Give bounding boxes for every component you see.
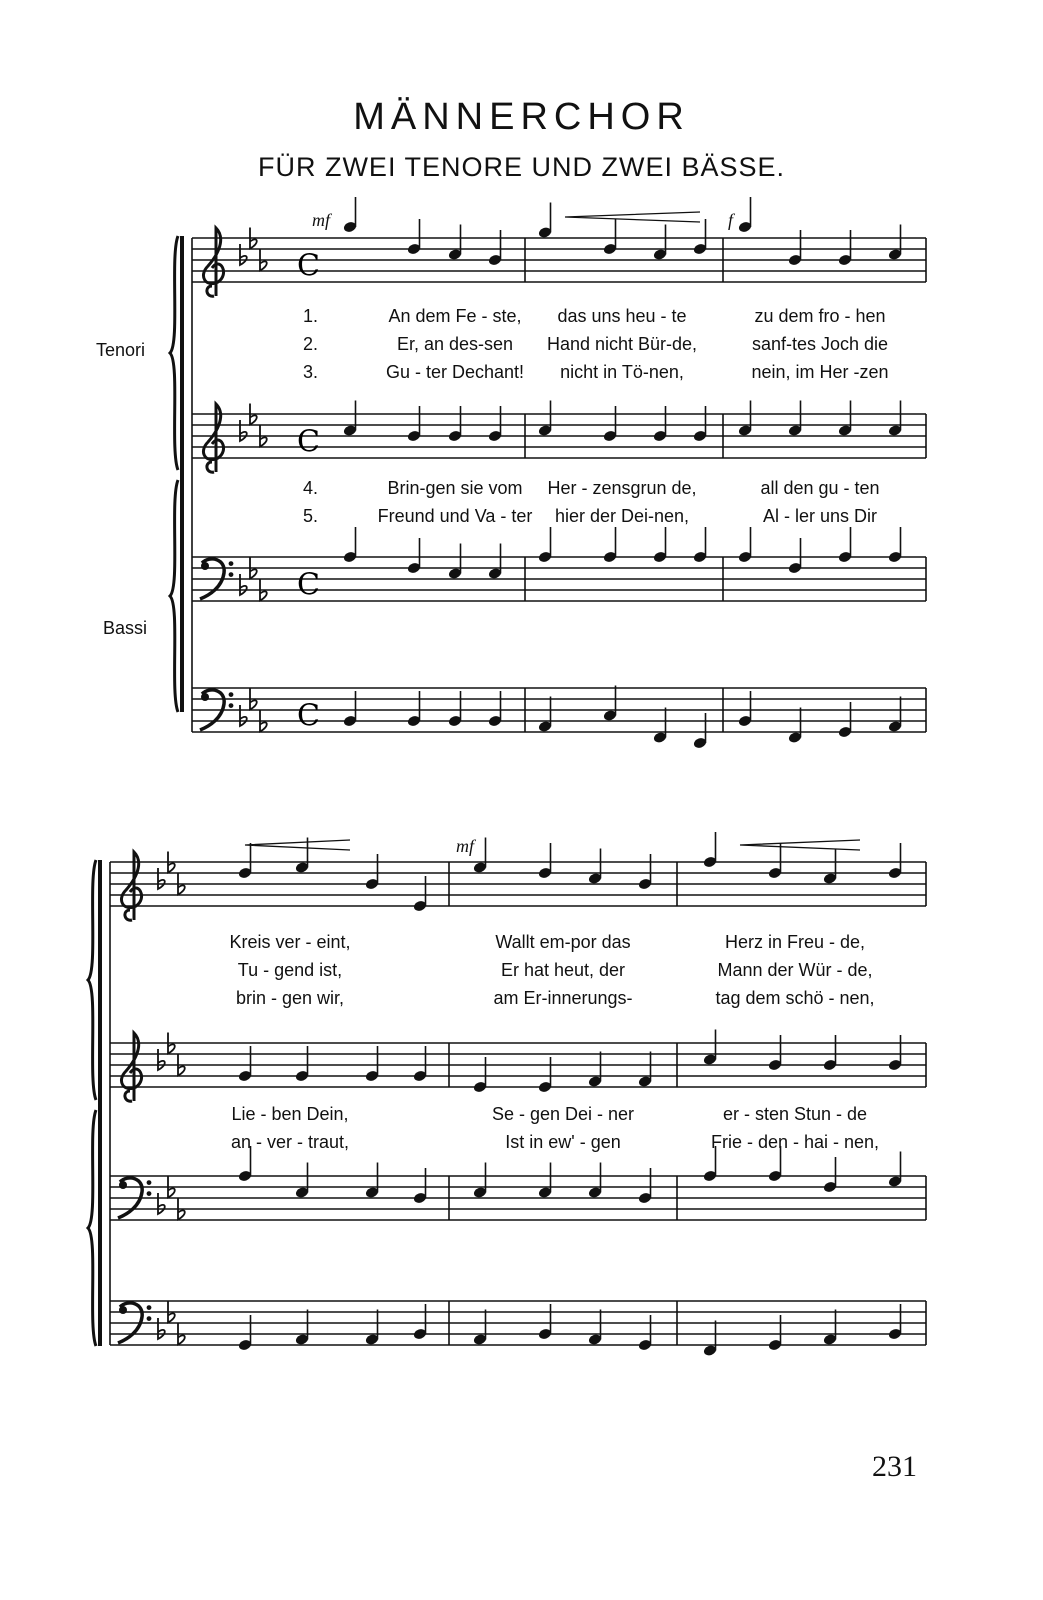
lyric-text: Lie - ben Dein, <box>231 1104 349 1124</box>
note <box>888 527 903 563</box>
lyric-text: Wallt em-por das <box>495 932 631 952</box>
note <box>473 1310 488 1346</box>
note <box>488 544 503 580</box>
note <box>888 401 903 437</box>
staff <box>110 862 926 906</box>
note <box>365 1163 380 1199</box>
staff-brace <box>170 236 178 470</box>
note <box>738 527 753 563</box>
note <box>365 1310 380 1346</box>
lyric-text: An dem Fe - ste, <box>388 306 522 326</box>
note <box>788 401 803 437</box>
dynamic-marking: f <box>728 210 734 230</box>
time-signature: C <box>297 567 320 603</box>
flat-sign <box>240 420 247 441</box>
lyric-text: sanf-tes Joch die <box>751 334 889 354</box>
verse-number: 3. <box>303 362 319 382</box>
staff-brace <box>88 860 96 1100</box>
time-signature: C <box>297 424 320 460</box>
lyric-text: Er, an des-sen <box>396 334 514 354</box>
staff <box>110 1301 926 1345</box>
lyric-text: Hand nicht Bür-de, <box>546 334 698 354</box>
note <box>588 1163 603 1199</box>
note <box>653 225 668 261</box>
dynamic-marking: mf <box>456 836 474 856</box>
note <box>738 401 753 437</box>
crescendo-hairpin <box>565 212 700 222</box>
time-signature: C <box>297 248 320 284</box>
note <box>343 527 358 563</box>
lyric-text: Kreis ver - eint, <box>229 932 351 952</box>
lyric-text: am Er-innerungs- <box>493 988 633 1008</box>
part-label-bassi: Bassi <box>103 618 148 638</box>
verse-number: 1. <box>303 306 319 326</box>
page-number: 231 <box>872 1450 917 1483</box>
lyric-text: Tu - gend ist, <box>237 960 343 980</box>
page-subtitle: FÜR ZWEI TENORE UND ZWEI BÄSSE. <box>257 152 786 182</box>
lyric-text: Herz in Freu - de, <box>724 932 866 952</box>
flat-sign <box>158 868 165 889</box>
lyric-text: Gu - ter Dechant! <box>385 362 525 382</box>
note <box>603 527 618 563</box>
lyric-text: tag dem schö - nen, <box>715 988 875 1008</box>
verse-number: 5. <box>303 506 319 526</box>
note <box>788 708 803 744</box>
lyric-text: Freund und Va - ter <box>377 506 533 526</box>
note <box>538 1163 553 1199</box>
flat-sign <box>240 705 247 726</box>
note <box>888 225 903 261</box>
note <box>538 401 553 437</box>
note <box>343 197 358 233</box>
lyric-text: Er hat heut, der <box>500 960 626 980</box>
note <box>448 225 463 261</box>
note <box>823 1310 838 1346</box>
lyric-text: all den gu - ten <box>760 478 880 498</box>
lyric-text: Ist in ew' - gen <box>505 1132 621 1152</box>
note <box>703 832 718 868</box>
note <box>603 686 618 722</box>
note <box>588 1052 603 1088</box>
note <box>703 1030 718 1066</box>
staff-brace <box>170 480 178 712</box>
staff-brace <box>88 1110 96 1346</box>
staff <box>110 1176 926 1220</box>
lyric-text: Her - zensgrun de, <box>547 478 697 498</box>
lyric-text: nein, im Her -zen <box>751 362 889 382</box>
note <box>738 197 753 233</box>
verse-number: 4. <box>303 478 319 498</box>
lyric-text: Brin-gen sie vom <box>387 478 523 498</box>
verse-number: 2. <box>303 334 319 354</box>
lyric-text: Al - ler uns Dir <box>762 506 878 526</box>
note <box>703 1321 718 1357</box>
note <box>653 708 668 744</box>
note <box>888 1152 903 1188</box>
note <box>538 527 553 563</box>
note <box>538 697 553 733</box>
lyric-text: brin - gen wir, <box>235 988 345 1008</box>
note <box>838 527 853 563</box>
note <box>473 1163 488 1199</box>
note <box>588 849 603 885</box>
flat-sign <box>240 244 247 265</box>
note <box>343 401 358 437</box>
part-label-tenori: Tenori <box>96 340 146 360</box>
lyric-text: nicht in Tö-nen, <box>560 362 684 382</box>
note <box>538 203 553 239</box>
lyric-text: hier der Dei-nen, <box>554 506 690 526</box>
note <box>838 401 853 437</box>
lyric-text: Mann der Wür - de, <box>717 960 873 980</box>
crescendo-hairpin <box>245 840 350 850</box>
note <box>888 697 903 733</box>
note <box>638 1052 653 1088</box>
staff <box>110 1043 926 1087</box>
lyric-text: er - sten Stun - de <box>722 1104 868 1124</box>
time-signature: C <box>297 698 320 734</box>
note <box>448 544 463 580</box>
flat-sign <box>158 1193 165 1214</box>
dynamic-marking: mf <box>312 210 330 230</box>
flat-sign <box>158 1049 165 1070</box>
note <box>588 1310 603 1346</box>
page-title: MÄNNERCHOR <box>353 96 690 138</box>
note <box>653 527 668 563</box>
flat-sign <box>240 574 247 595</box>
lyric-text: zu dem fro - hen <box>754 306 886 326</box>
crescendo-hairpin <box>740 840 860 850</box>
lyric-text: an - ver - traut, <box>230 1132 350 1152</box>
lyric-text: das uns heu - te <box>557 306 687 326</box>
lyric-text: Se - gen Dei - ner <box>491 1104 635 1124</box>
note <box>295 1310 310 1346</box>
flat-sign <box>158 1318 165 1339</box>
note <box>823 849 838 885</box>
note <box>295 1163 310 1199</box>
lyric-text: Frie - den - hai - nen, <box>710 1132 880 1152</box>
note <box>473 838 488 874</box>
note <box>693 527 708 563</box>
